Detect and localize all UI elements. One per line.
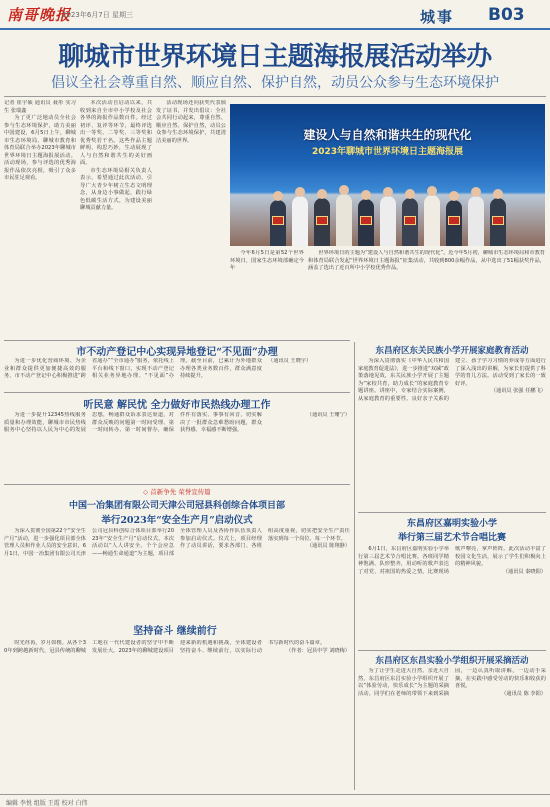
lead-paragraph: 为了更广泛地动员全社会参与生态环境保护，助力美丽中国建设，6月5日上午，聊城市生态环境局、聊城市教育和体育局联合举办2023年聊城市世界环境日主题海报展活动。活动现场，参与评选的优秀海报作品依次亮相，吸引了众多市民驻足观看。 — [4, 115, 76, 181]
page-headline: 聊城市世界环境日主题海报展活动举办 — [58, 42, 492, 68]
page-subheadline: 倡议全社会尊重自然、顺应自然、保护自然，动员公众参与生态环境保护 — [51, 75, 499, 91]
divider — [4, 392, 350, 393]
right-story-title-1: 东昌府区嘉明实验小学 — [406, 519, 497, 529]
divider — [4, 484, 350, 485]
page-number: B03 — [488, 5, 525, 25]
divider — [358, 512, 546, 513]
feature-sub-title: 坚持奋斗 继续前行 — [133, 626, 217, 637]
right-story-body: 6月1日，东昌府区嘉明实验小学举行第三届艺术节合唱比赛。各班同学精神饱满、队形整齐，用动听的歌声表达了对党、对祖国的热爱之情。比赛现场歌声嘹亮，掌声阵阵。此次活动丰富了校园文化生活，展示了学生们积极向上的精神风貌。 （通讯员 秦晓阳） — [358, 546, 546, 575]
news-photo — [230, 104, 545, 246]
ad-label: ◇ 首新争先 荣誉宣传篇 — [143, 488, 211, 496]
brief-body: 为进一步提升12345热线服务质量和办理效能，聊城市市民热线服务中心坚持以人民为中心的发展思想，畅通群众诉求表达渠道，对群众反映的问题第一时间受理、第一时间转办、第一时间督办，确保件件有落实、事事有回音，切实解决了一批群众急难愁盼问题，群众获得感、幸福感不断增强。 （通讯员 王珊宁） — [4, 412, 350, 433]
right-story-title: 东昌府区东昌实验小学组织开展采摘活动 — [375, 656, 529, 666]
caption-tail: 今年6月5日是第52个世界环境日，国家生态环境部确定今年 — [230, 250, 304, 271]
page-footer — [0, 794, 550, 807]
lead-article-col2 — [80, 100, 152, 336]
lead-credit: 记者 崔宇硕 通讯员 聂彤 实习生 张瑞鑫 — [4, 100, 76, 114]
lead-article-col1 — [4, 100, 76, 336]
divider — [4, 340, 350, 341]
lead-paragraph: 市生态环境局相关负责人表示，希望通过此次活动，引导广大青少年树立生态文明理念，从身边小事做起，践行绿色低碳生活方式，为建设美丽聊城贡献力量。 — [80, 167, 152, 211]
brief-body: 为进一步优化营商环境、为企业和群众提供更加便捷高效的服务，市不动产登记中心积极推进“跨省通办”“全市通办”服务，依托线上平台和线下窗口，实现不动产登记相关业务异地办理、“不见面”办理。截至目前，已累计为外地群众办理各类业务数百件，群众满意度持续提升。 （通讯员 王晓宇） — [4, 358, 312, 379]
photo-banner: 建设人与自然和谐共生的现代化 — [303, 128, 472, 142]
brief-title: 市不动产登记中心实现异地登记“不见面”办理 — [76, 347, 278, 358]
right-story-title: 东昌府区东关民族小学开展家庭教育活动 — [375, 346, 529, 356]
feature-title-1: 中国一冶集团有限公司天津公司冠县科创综合体项目部 — [68, 501, 285, 511]
masthead — [0, 0, 550, 30]
feature-sub-body: 时光荏苒，岁月如梭。从各个30年到跨越新时代，冠县传统的聊城工地在一代代建设者的坚守中不断发展壮大。2023年的聊城建设项目迎来新的机遇和挑战，全体建设者坚持奋斗、继续前行，以实际行动书写新时代的奋斗篇章。 （作者：冠县中学 刘晓梅） — [4, 640, 350, 654]
right-story-body: 为深入贯彻落实《中华人民共和国家庭教育促进法》，进一步推进“双减”政策落地见效，东关民族小学开展了主题为“家校共育，助力成长”的家庭教育专题讲座。讲座中，专家结合实际案例，从家庭教育的重要性、良好亲子关系的建立、孩子学习习惯的养成等方面进行了深入浅出的讲解，为家长们提供了科学的育儿方法。活动受到了家长的一致好评。 （通讯员 张强 任鹏飞） — [358, 358, 546, 402]
section-name: 城事 — [420, 8, 455, 26]
right-story-body: 为了让学生走进大自然、亲近大自然，东昌府区东昌实验小学组织开展了以“体验劳动，快乐成长”为主题的采摘活动。同学们在老师的带领下来到采摘园，一边认真听取讲解，一边动手采摘，在实践中感受劳动的快乐和收获的喜悦。 （通讯员 陈 李阳） — [358, 668, 546, 697]
right-story-title-2: 举行第三届艺术节合唱比赛 — [397, 533, 506, 543]
column-divider — [354, 342, 355, 790]
lead-paragraph: 活动现场还向获奖代表颁发了证书，并发出倡议：全社会共同行动起来，尊重自然、顺应自然、保护自然，动员公众参与生态环境保护，共建清洁美丽的世界。 — [156, 100, 226, 144]
dateline: 2023年6月7日 星期三 — [62, 11, 133, 19]
lead-article-col3 — [156, 100, 226, 336]
photo-banner-sub: 2023年聊城市世界环境日主题海报展 — [311, 147, 464, 157]
lead-paragraph: 本次活动自启动以来，共收到来自全市中小学校及社会各界的海报作品数百件。经过初评、复评等环节，最终评选出一等奖、二等奖、三等奖和优秀奖若干名。这些作品主题鲜明、构思巧妙，生动展现了人与自然和谐共生的美好画面。 — [80, 100, 152, 166]
newspaper-logo: 南哥晚报 — [7, 6, 72, 24]
divider — [358, 650, 546, 651]
feature-body: 为深入贯彻全国第22个“安全生产月”活动，进一步强化项目部全体管理人员和作业人员的安全意识，6月1日，中国一冶集团有限公司天津公司冠县科创综合体项目部举行2023年“安全生产月”启动仪式。本次活动以“人人讲安全、个个会应急——畅通生命通道”为主题，项目部全体管理人员及各协作队伍负责人参加启动仪式。仪式上，项目经理作了动员讲话，要求各部门、各班组高度重视，切实把安全生产责任落实到每一个岗位、每一个环节。 （通讯员 陈翔静） — [4, 528, 350, 557]
feature-title-2: 举行2023年“安全生产月”启动仪式 — [101, 515, 253, 526]
divider — [4, 96, 546, 97]
brief-title: 听民意 解民忧 全力做好市民热线办理工作 — [83, 400, 271, 411]
editor-credits: 编辑 李悦 组版 王霞 校对 白伟 — [6, 800, 88, 807]
photo-caption: 世界环境日的主题为“建设人与自然和谐共生的现代化”。近今年5月初，聊城市生态环境局和市教育和体育局联合发起“世界环境日主题海报”征集活动，共收到800余幅作品，从中选出了51幅获奖作品，涵盖了选出了近百所中小学校优秀作品。 — [308, 250, 545, 271]
